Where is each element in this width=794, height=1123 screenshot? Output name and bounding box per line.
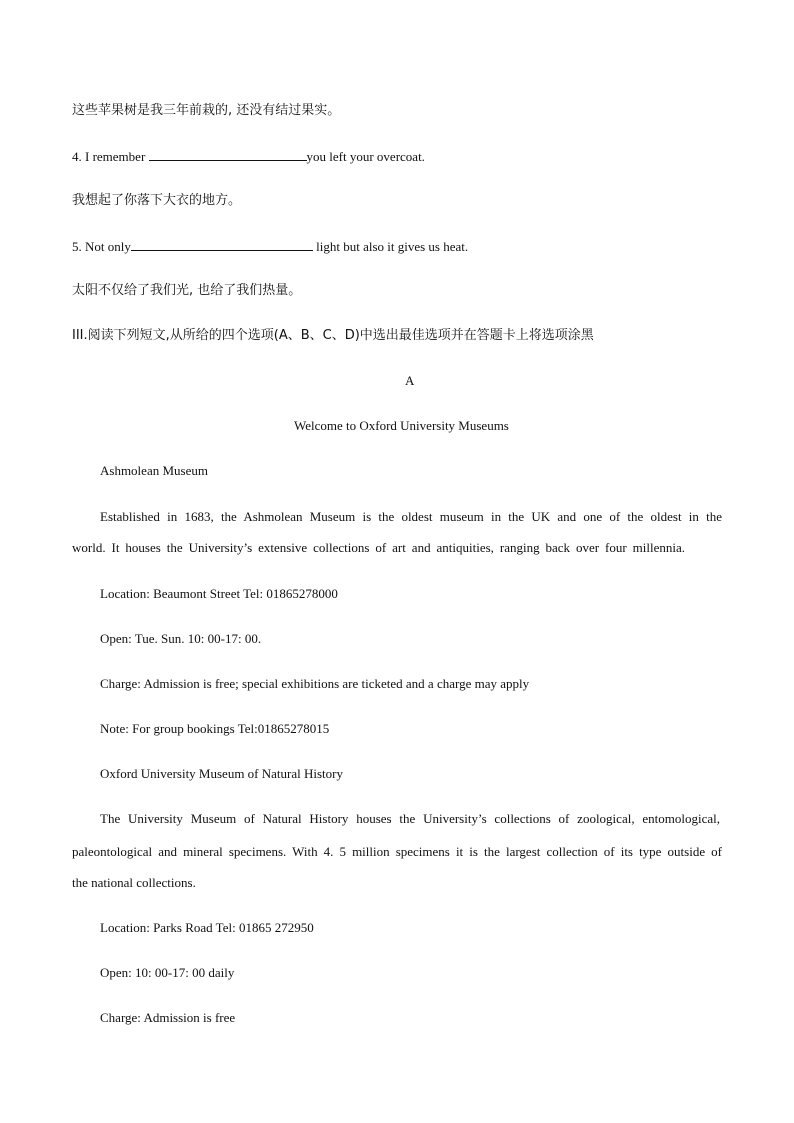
- question-5-prefix: 5. Not only: [72, 239, 131, 254]
- museum-2-location: Location: Parks Road Tel: 01865 272950: [100, 920, 314, 935]
- museum-2-open-hours: Open: 10: 00-17: 00 daily: [100, 965, 235, 980]
- section-3-instructions: III.阅读下列短文,从所给的四个选项(A、B、C、D)中选出最佳选项并在答题卡上将选项涂黑: [72, 328, 594, 343]
- translation-sentence-5: 太阳不仅给了我们光, 也给了我们热量。: [72, 283, 302, 298]
- museum-1-location: Location: Beaumont Street Tel: 01865278000: [100, 586, 338, 601]
- museum-1-open-hours: Open: Tue. Sun. 10: 00-17: 00.: [100, 631, 262, 646]
- passage-title: Welcome to Oxford University Museums: [294, 418, 509, 433]
- question-5-suffix: light but also it gives us heat.: [312, 239, 469, 254]
- museum-2-description-line-2: paleontological and mineral specimens. With 4. 5 million specimens it is the largest collection of its type outside of: [72, 844, 722, 859]
- question-4-blank[interactable]: [149, 148, 307, 161]
- museum-2-description-line-3: the national collections.: [72, 875, 196, 890]
- translation-sentence-4: 我想起了你落下大衣的地方。: [72, 193, 242, 208]
- question-5-blank[interactable]: [131, 238, 313, 251]
- question-4-prefix: 4. I remember: [72, 149, 149, 164]
- question-4: [72, 148, 425, 165]
- museum-2-name: Oxford University Museum of Natural History: [100, 766, 343, 781]
- passage-letter: A: [405, 373, 415, 388]
- museum-1-description-line-2: world. It houses the University’s extensive collections of art and antiquities, ranging back over four millennia.: [72, 540, 685, 555]
- museum-2-charge: Charge: Admission is free: [100, 1010, 236, 1025]
- museum-1-charge: Charge: Admission is free; special exhibitions are ticketed and a charge may apply: [100, 676, 530, 691]
- translation-sentence-3: 这些苹果树是我三年前栽的, 还没有结过果实。: [72, 103, 341, 118]
- museum-2-description-line-1: The University Museum of Natural History houses the University’s collections of zoological, entomological,: [100, 811, 720, 826]
- question-5: [72, 238, 468, 255]
- museum-1-name: Ashmolean Museum: [100, 463, 208, 478]
- question-4-suffix: you left your overcoat.: [306, 149, 425, 164]
- museum-1-note: Note: For group bookings Tel:01865278015: [100, 721, 330, 736]
- museum-1-description-line-1: Established in 1683, the Ashmolean Museum is the oldest museum in the UK and one of the oldest in the: [100, 509, 722, 524]
